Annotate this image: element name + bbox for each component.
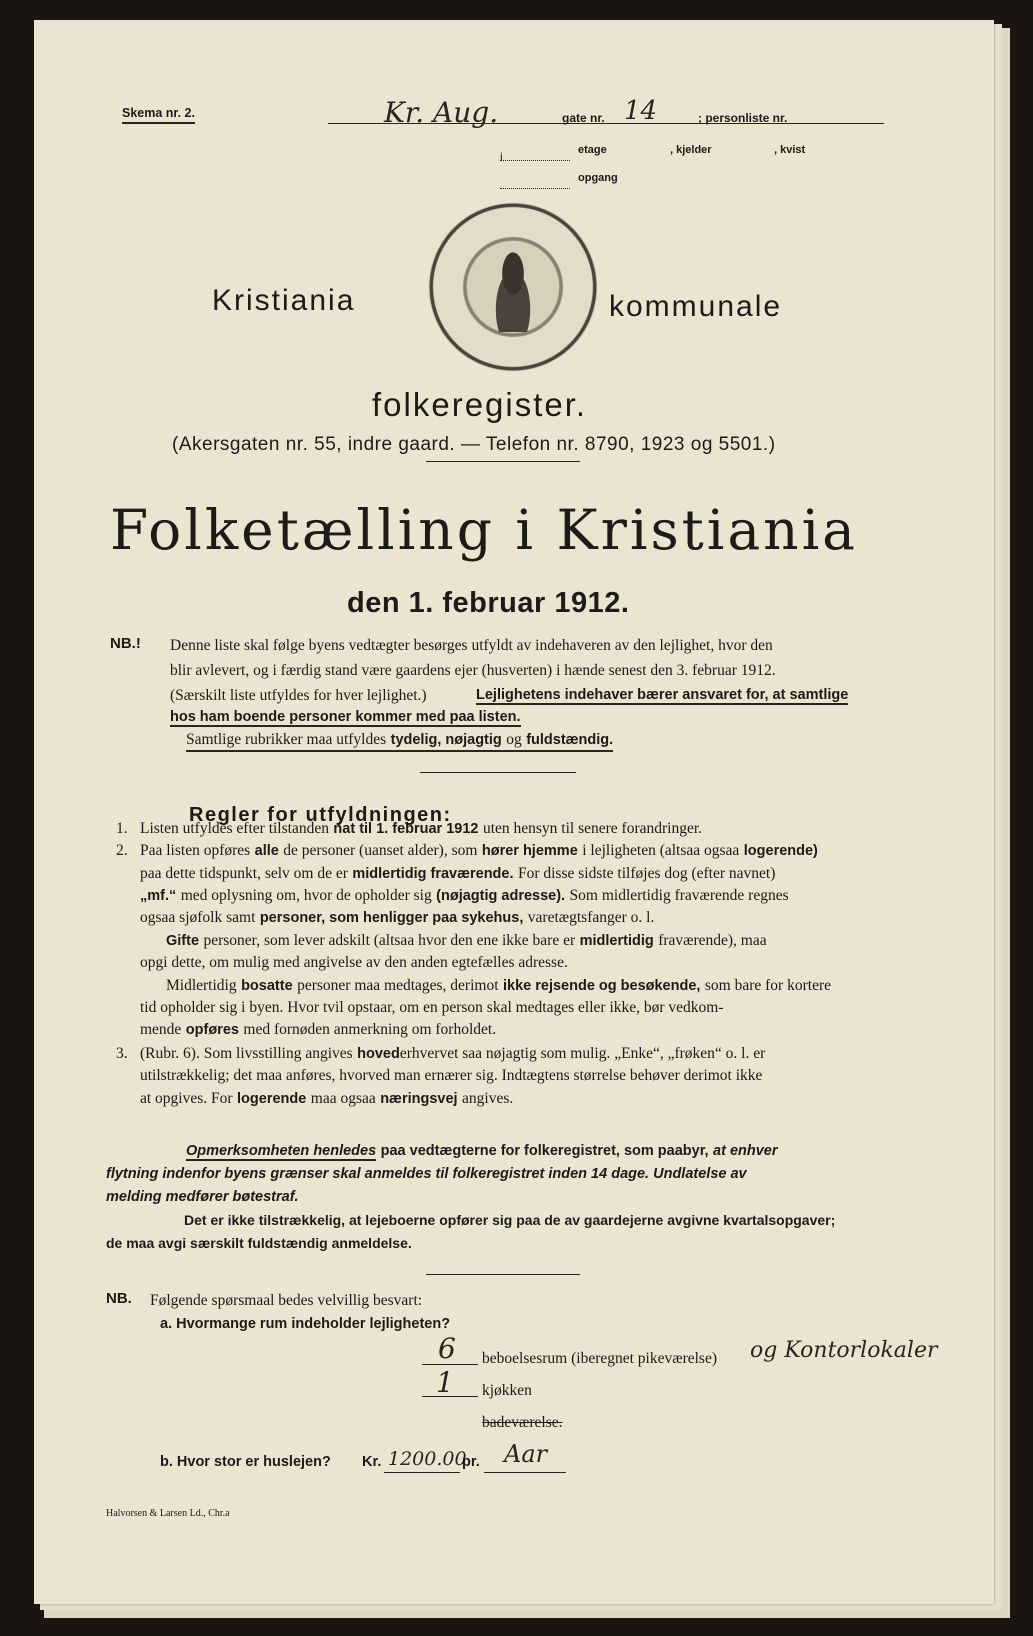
kjelder-label: , kjelder — [670, 144, 712, 156]
office-city: Kristiania — [212, 284, 356, 317]
rule-2-line: Gifte personer, som lever adskilt (altsaa hvor den ene ikke bare er midlertidig fraværende), maa — [166, 932, 767, 949]
rule-2-line: mende opføres med fornøden anmerkning om forholdet. — [140, 1021, 497, 1038]
nb-requirement: Samtlige rubrikker maa utfyldes tydelig, nøjagtig og fuldstændig. — [186, 731, 613, 752]
pr-label: pr. — [462, 1454, 480, 1470]
divider — [426, 1274, 580, 1275]
census-date: den 1. februar 1912. — [347, 587, 630, 619]
rule-3-line: utilstrækkelig; det maa anføres, hvorved man ernærer sig. Indtægtens størrelse behøver derimot ikke — [140, 1067, 763, 1084]
rule-number: 2. — [116, 842, 128, 859]
questions-intro: Følgende spørsmaal bedes velvillig besvart: — [150, 1292, 423, 1309]
rule-number: 3. — [116, 1045, 128, 1062]
rule-3-line: at opgives. For logerende maa ogsaa næringsvej angives. — [140, 1090, 514, 1107]
nb-emphasis: Lejlighetens indehaver bærer ansvaret for, at samtlige — [476, 687, 849, 703]
rule-number: 1. — [116, 820, 128, 837]
census-form: Skema nr. 2. Kr. Aug. gate nr. 14 ; personliste nr. i etage , kjelder , kvist opgang Kristiania kommunale folkeregister. (Akersgaten nr. 55, indre gaard. — Telefon nr. 8790, 1923 og 5501.) Folketælling i Kristiania den 1. februar 1912. NB.! Denne liste skal følge byens vedtægter besørges utfyldt av indehaveren av den lejlighet, hvor den blir avlevert, og i færdig stand være gaardens ejer (husverten) i hænde senest den 3. februar 1912. (Særskilt liste utfyldes for hver lejlighet.) Lejlighetens indehaver bærer ansvaret for, at samtlige hos ham boende personer kommer med paa listen. Samtlige rubrikker maa utfyldes tydelig, nøjagtig og fuldstændig. Regler for utfyldningen: 1. Listen utfyldes efter tilstanden nat til 1. februar 1912 uten hensyn til senere forandringer. 2. Paa listen opføres alle de personer (uanset alder), som hører hjemme i lejligheten (altsaa ogsaa logerende) paa dette tidspunkt, selv om de er midlertidig fraværende. For disse sidste tilføjes dog (efter navnet) „mf.“ med oplysning om, hvor de opholder sig (nøjagtig adresse). Som midlertidig fraværende regnes ogsaa sjøfolk samt personer, som henligger paa sykehus, varetægtsfanger o. l. Gifte personer, som lever adskilt (altsaa hvor den ene ikke bare er midlertidig fraværende), maa opgi dette, om mulig med angivelse av den anden egtefælles adresse. Midlertidig bosatte personer maa medtages, derimot ikke rejsende og besøkende, som bare for kortere tid opholder sig i byen. Hvor tvil opstaar, om en person skal medtages eller ikke, bør vedkom- mende opføres med fornøden anmerkning om forholdet. 3. (Rubr. 6). Som livsstilling angives hovederhvervet saa nøjagtig som mulig. „Enke“, „frøken“ o. l. er utilstrækkelig; det maa anføres, hvorved man ernærer sig. Indtægtens størrelse behøver derimot ikke at opgives. For logerende maa ogsaa næringsvej angives. Opmerksomheten henledes paa vedtægterne for folkeregistret, som paabyr, at enhver flytning indenfor byens grænser skal anmeldes til folkeregistret inden 14 dage. Undlatelse av melding medfører bøtestraf. Det er ikke tilstrækkelig, at lejeboerne opfører sig paa de av gaardejerne avgivne kvartalsopgaver; de maa avgi særskilt fuldstændig anmeldelse. NB. Følgende spørsmaal bedes velvillig besvart: a. Hvormange rum indeholder lejligheten? 6 beboelsesrum (iberegnet pikeværelse) og Kontorlokaler 1 kjøkken badeværelse. b. Hvor stor er huslejen? Kr. 1200.00 pr. Aar Halvorsen & Larsen Ld., Chr.a — [34, 20, 994, 1604]
questions-label: NB. — [106, 1290, 132, 1307]
rooms-handwritten: 6 — [438, 1332, 456, 1365]
seal-figure-icon — [483, 242, 543, 332]
rule-2-line: Paa listen opføres alle de personer (uanset alder), som hører hjemme i lejligheten (altsaa ogsaa logerende) — [140, 842, 818, 859]
kitchen-handwritten: 1 — [436, 1366, 454, 1399]
office-kommunale: kommunale — [609, 290, 783, 323]
nb-line: Denne liste skal følge byens vedtægter besørges utfyldt av indehaveren av den lejlighet, hvor den — [170, 637, 773, 654]
notice-line: Opmerksomheten henledes paa vedtægterne for folkeregistret, som paabyr, at enhver — [186, 1143, 778, 1159]
period-handwritten: Aar — [504, 1440, 548, 1468]
kvist-label: , kvist — [774, 144, 806, 156]
office-name: folkeregister. — [372, 386, 588, 423]
page-title: Folketælling i Kristiania — [110, 498, 858, 562]
rule-2-line: ogsaa sjøfolk samt personer, som henligger paa sykehus, varetægtsfanger o. l. — [140, 909, 655, 926]
notice-line: melding medfører bøtestraf. — [106, 1189, 299, 1205]
nb-label: NB.! — [110, 635, 141, 652]
rule-2-line: opgi dette, om mulig med angivelse av den anden egtefælles adresse. — [140, 954, 568, 971]
divider — [426, 461, 580, 462]
city-seal-icon — [428, 202, 598, 372]
office-address: (Akersgaten nr. 55, indre gaard. — Telefon nr. 8790, 1923 og 5501.) — [172, 434, 776, 455]
kr-label: Kr. — [362, 1454, 382, 1470]
notice-line: flytning indenfor byens grænser skal anmeldes til folkeregistret inden 14 dage. Undlatelse av — [106, 1166, 747, 1182]
question-a: a. Hvormange rum indeholder lejligheten? — [160, 1316, 451, 1332]
gate-number-handwritten: 14 — [624, 96, 658, 126]
bath-label: badeværelse. — [482, 1414, 563, 1431]
printer-imprint: Halvorsen & Larsen Ld., Chr.a — [106, 1508, 230, 1519]
notice-line: de maa avgi særskilt fuldstændig anmeldelse. — [106, 1235, 412, 1251]
rule-2-line: tid opholder sig i byen. Hvor tvil opstaar, om en person skal medtages eller ikke, bør vedkom- — [140, 999, 724, 1016]
rule-2-line: paa dette tidspunkt, selv om de er midlertidig fraværende. For disse sidste tilføjes dog (efter navnet) — [140, 865, 776, 882]
nb-line: (Særskilt liste utfyldes for hver lejlighet.) — [170, 687, 427, 704]
nb-emphasis: hos ham boende personer kommer med paa listen. — [170, 709, 521, 725]
rent-answer-line — [384, 1472, 460, 1473]
schema-label: Skema nr. 2. — [122, 106, 195, 124]
rooms-label: beboelsesrum (iberegnet pikeværelse) — [482, 1350, 717, 1367]
kitchen-label: kjøkken — [482, 1382, 532, 1399]
divider — [420, 772, 576, 773]
rule-2-line: „mf.“ med oplysning om, hvor de opholder sig (nøjagtig adresse). Som midlertidig fraværende regnes — [140, 887, 789, 904]
rent-handwritten: 1200.00 — [388, 1448, 467, 1470]
etage-dotline — [500, 160, 570, 161]
gate-label: gate nr. — [562, 111, 605, 125]
rules-heading: Regler for utfyldningen: — [189, 804, 452, 826]
nb-line: blir avlevert, og i færdig stand være gaardens ejer (husverten) i hænde senest den 3. februar 1912. — [170, 662, 776, 679]
notice-line: Det er ikke tilstrækkelig, at lejeboerne opfører sig paa de av gaardejerne avgivne kvartalsopgaver; — [184, 1212, 836, 1228]
opgang-dotline — [500, 188, 570, 189]
rule-1: Listen utfyldes efter tilstanden nat til 1. februar 1912 uten hensyn til senere forandringer. — [140, 820, 703, 837]
street-handwritten: Kr. Aug. — [384, 96, 499, 129]
opgang-label: opgang — [578, 172, 618, 184]
rule-2-line: Midlertidig bosatte personer maa medtages, derimot ikke rejsende og besøkende, som bare for kortere — [166, 977, 831, 994]
period-answer-line — [484, 1472, 566, 1473]
etage-label: etage — [578, 144, 607, 156]
rooms-extra-handwritten: og Kontorlokaler — [750, 1338, 938, 1363]
question-b: b. Hvor stor er huslejen? — [160, 1454, 331, 1470]
rule-3-line: (Rubr. 6). Som livsstilling angives hovederhvervet saa nøjagtig som mulig. „Enke“, „frøken“ o. l. er — [140, 1045, 766, 1062]
personliste-label: ; personliste nr. — [698, 111, 788, 125]
